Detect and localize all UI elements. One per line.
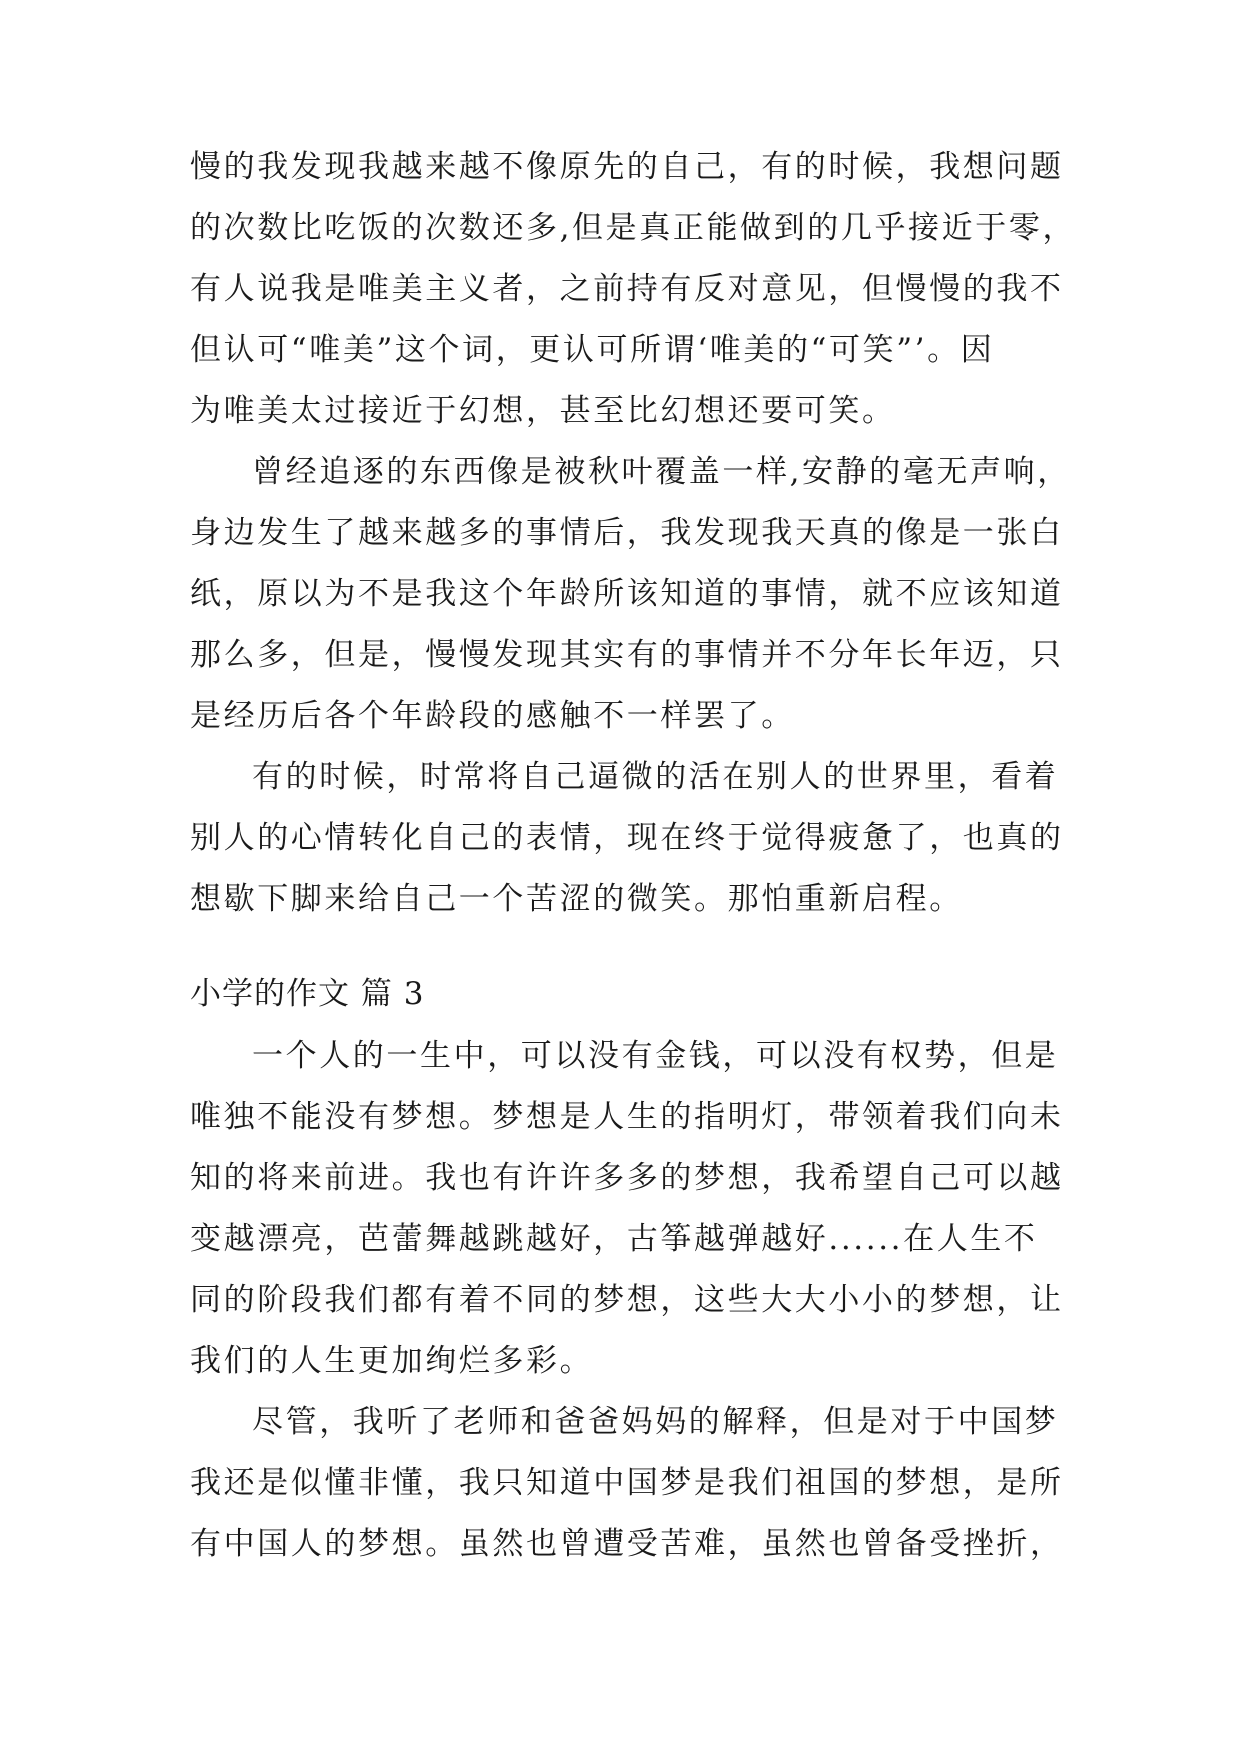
paragraph-line: 为唯美太过接近于幻想，甚至比幻想还要可笑。 bbox=[190, 393, 896, 429]
section-heading: 小学的作文 篇 3 bbox=[190, 976, 425, 1012]
paragraph-line: 身边发生了越来越多的事情后，我发现我天真的像是一张白 bbox=[190, 515, 1064, 551]
paragraph-line: 一个人的一生中，可以没有金钱，可以没有权势，但是 bbox=[252, 1038, 1059, 1074]
paragraph-line: 但认可“唯美”这个词，更认可所谓‘唯美的“可笑”’。因 bbox=[190, 332, 995, 368]
paragraph-line: 尽管，我听了老师和爸爸妈妈的解释，但是对于中国梦 bbox=[252, 1404, 1059, 1440]
paragraph-line: 唯独不能没有梦想。梦想是人生的指明灯，带领着我们向未 bbox=[190, 1099, 1064, 1135]
paragraph-line: 有的时候，时常将自己逼微的活在别人的世界里，看着 bbox=[252, 759, 1059, 795]
paragraph-line: 我还是似懂非懂，我只知道中国梦是我们祖国的梦想，是所 bbox=[190, 1465, 1064, 1501]
paragraph-line: 纸，原以为不是我这个年龄所该知道的事情，就不应该知道 bbox=[190, 576, 1064, 612]
paragraph-line: 我们的人生更加绚烂多彩。 bbox=[190, 1343, 594, 1379]
paragraph-line: 想歇下脚来给自己一个苦涩的微笑。那怕重新启程。 bbox=[190, 881, 963, 917]
paragraph-line: 那么多，但是，慢慢发现其实有的事情并不分年长年迈，只 bbox=[190, 637, 1064, 673]
paragraph-line: 同的阶段我们都有着不同的梦想，这些大大小小的梦想，让 bbox=[190, 1282, 1064, 1318]
paragraph-line: 别人的心情转化自己的表情，现在终于觉得疲惫了，也真的 bbox=[190, 820, 1064, 856]
paragraph-line: 变越漂亮，芭蕾舞越跳越好，古筝越弹越好......在人生不 bbox=[190, 1221, 1038, 1257]
paragraph-line: 有人说我是唯美主义者，之前持有反对意见，但慢慢的我不 bbox=[190, 271, 1064, 307]
paragraph-line: 曾经追逐的东西像是被秋叶覆盖一样,安静的毫无声响， bbox=[252, 454, 1071, 490]
paragraph-line: 是经历后各个年龄段的感触不一样罢了。 bbox=[190, 698, 795, 734]
paragraph-line: 慢的我发现我越来越不像原先的自己，有的时候，我想问题 bbox=[190, 149, 1064, 185]
paragraph-line: 的次数比吃饭的次数还多,但是真正能做到的几乎接近于零， bbox=[190, 210, 1077, 246]
paragraph-line: 知的将来前进。我也有许许多多的梦想，我希望自己可以越 bbox=[190, 1160, 1064, 1196]
paragraph-line: 有中国人的梦想。虽然也曾遭受苦难，虽然也曾备受挫折， bbox=[190, 1526, 1064, 1562]
